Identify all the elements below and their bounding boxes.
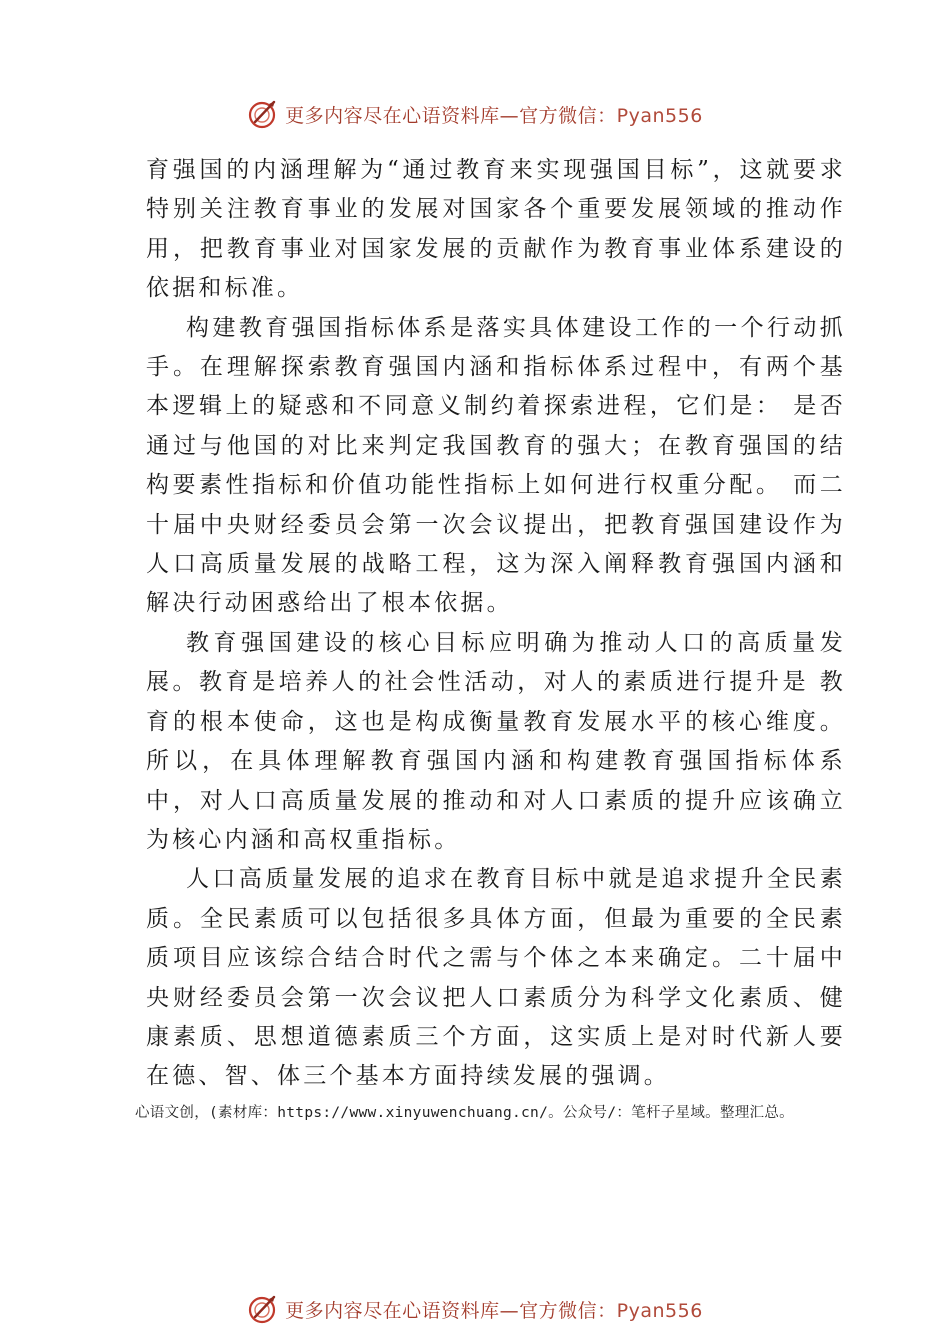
logo-icon: [247, 98, 279, 130]
banner-text: [285, 1296, 703, 1323]
banner-title: 更多内容尽在心语资料库—官方微信：: [285, 104, 617, 127]
banner-wechat-id: Pyan556: [616, 1299, 703, 1322]
banner-title: 更多内容尽在心语资料库—官方微信：: [285, 1299, 617, 1322]
banner-wechat-id: Pyan556: [616, 104, 703, 127]
banner-text: [285, 101, 703, 128]
logo-icon: [247, 1293, 279, 1325]
paragraph-2: 构建教育强国指标体系是落实具体建设工作的一个行动抓手。在理解探索教育强国内涵和指标体系过程中，有两个基本逻辑上的疑惑和不同意义制约着探索进程，它们是： 是否通过与他国的对比来判定我国教育的强大；在教育强国的结构要素性指标和价值功能性指标上如何进行权重分配。 而二十届中央财经委员会第一次会议提出，把教育强国建设作为人口高质量发展的战略工程，这为深入阐释教育强国内涵和解决行动困惑给出了根本依据。: [146, 314, 846, 617]
footer-banner: [0, 1289, 950, 1329]
paragraph-4: 人口高质量发展的追求在教育目标中就是追求提升全民素质。全民素质可以包括很多具体方面，但最为重要的全民素质项目应该综合结合时代之需与个体之本来确定。二十届中央财经委员会第一次会议把人口素质分为科学文化素质、健康素质、思想道德素质三个方面，这实质上是对时代新人要在德、智、体三个基本方面持续发展的强调。: [146, 866, 846, 1090]
document-body: [146, 151, 846, 1097]
paragraph-3: 教育强国建设的核心目标应明确为推动人口的高质量发展。教育是培养人的社会性活动，对人的素质进行提升是 教育的根本使命，这也是构成衡量教育发展水平的核心维度。所以，在具体理解教育强国内涵和构建教育强国指标体系中，对人口高质量发展的推动和对人口素质的提升应该确立为核心内涵和高权重指标。: [146, 629, 846, 853]
paragraph-1: 育强国的内涵理解为“通过教育来实现强国目标”，这就要求特别关注教育事业的发展对国家各个重要发展领域的推动作用，把教育事业对国家发展的贡献作为教育事业体系建设的依据和标准。: [146, 157, 846, 302]
header-banner: [0, 94, 950, 134]
source-note: 心语文创，(素材库：https://www.xinyuwenchuang.cn/。公众号/：笔杆子星域。整理汇总。: [135, 1105, 794, 1121]
